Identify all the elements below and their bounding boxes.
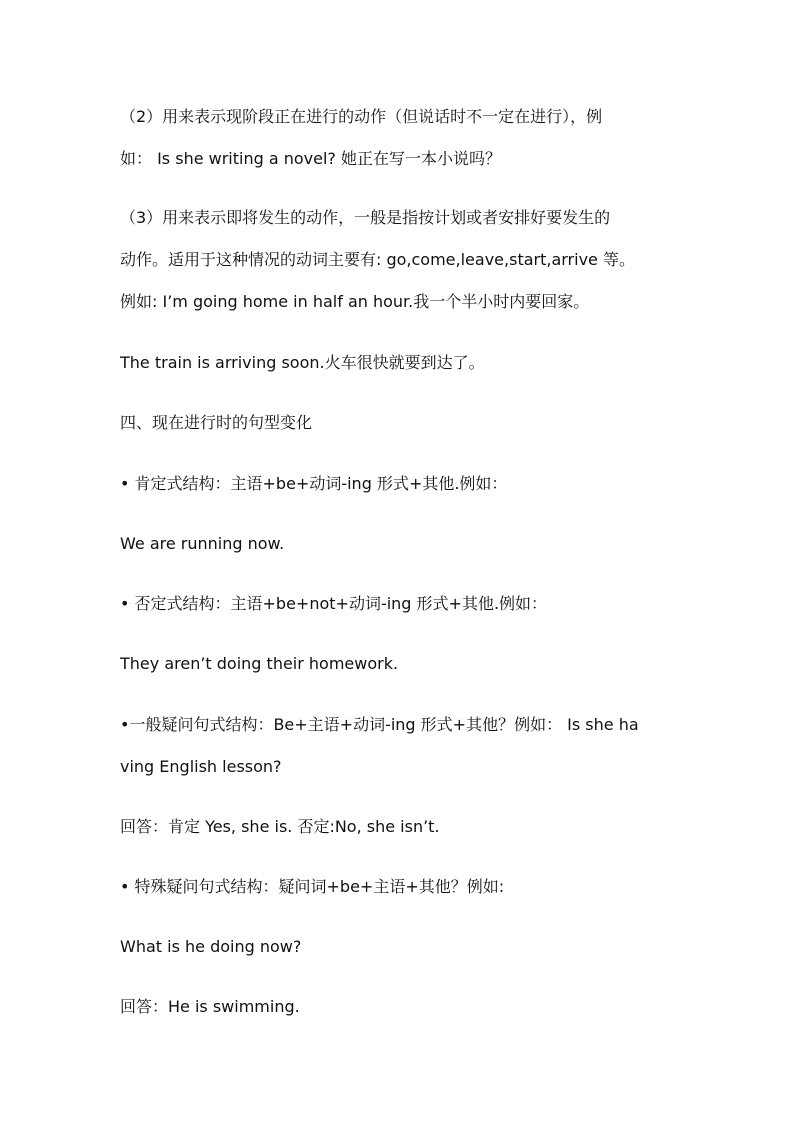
example-line: We are running now. [120,534,285,553]
text-line: ving English lesson? [120,757,282,776]
answer-line: 回答：He is swimming. [120,997,300,1016]
text-line: • 肯定式结构：主语+be+动词-ing 形式+其他.例如： [120,474,508,493]
answer-line: 回答：肯定 Yes, she is. 否定:No, she isn’t. [120,817,440,836]
text-line: •一般疑问句式结构：Be+主语+动词-ing 形式+其他？例如： Is she ha [120,715,639,734]
text-line: （2）用来表示现阶段正在进行的动作（但说话时不一定在进行），例 [120,107,603,126]
text-line: The train is arriving soon.火车很快就要到达了。 [120,353,485,372]
text-line: • 否定式结构：主语+be+not+动词-ing 形式+其他.例如： [120,594,548,613]
example-line: What is he doing now? [120,937,302,956]
section-heading: 四、现在进行时的句型变化 [120,413,313,432]
text-line: 动作。适用于这种情况的动词主要有: go,come,leave,start,arrive 等。 [120,250,635,269]
text-line: 例如: I’m going home in half an hour.我一个半小时内要回家。 [120,292,590,311]
example-line: They aren’t doing their homework. [120,654,399,673]
text-line: • 特殊疑问句式结构：疑问词+be+主语+其他？例如: [120,877,505,896]
text-line: （3）用来表示即将发生的动作，一般是指按计划或者安排好要发生的 [120,208,611,227]
text-line: 如： Is she writing a novel? 她正在写一本小说吗？ [120,149,502,168]
